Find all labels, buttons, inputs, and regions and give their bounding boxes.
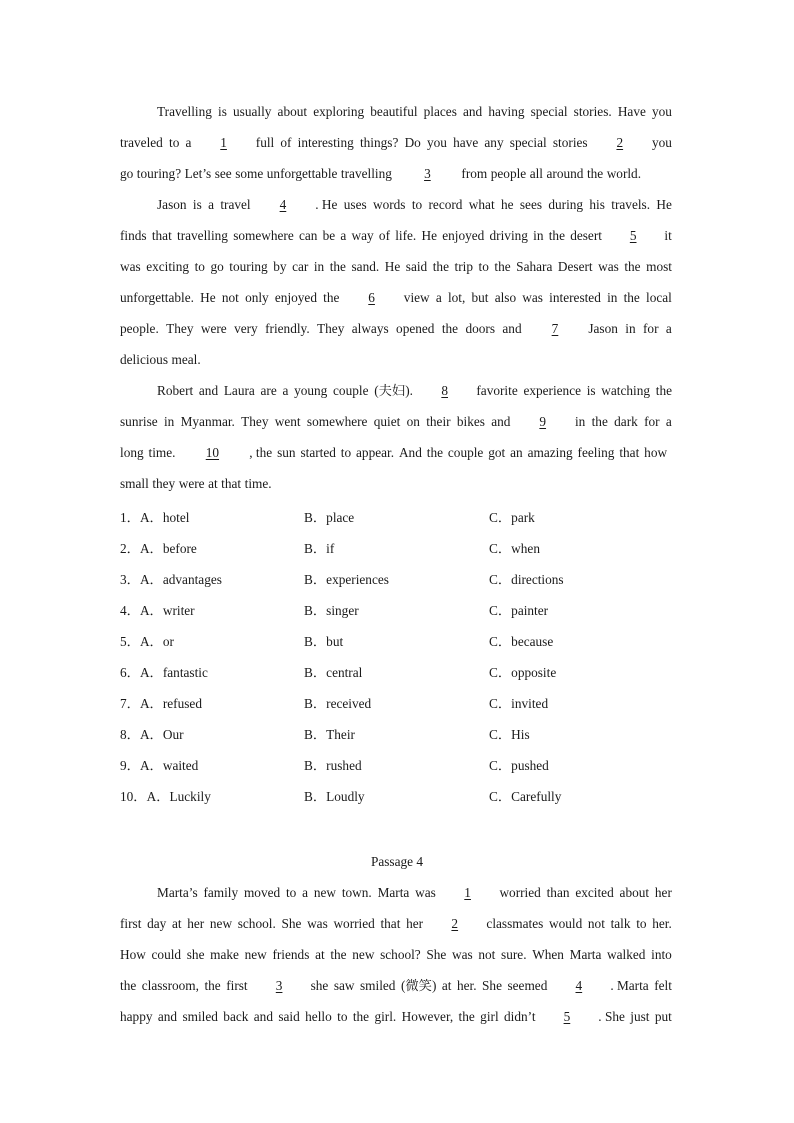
option-row: 10．A．Luckily B．Loudly C．Carefully <box>120 789 562 804</box>
text-line: long time. 10 , the sun started to appear. And the couple got an amazing feeling that how <box>120 437 672 468</box>
text-line: was exciting to go touring by car in the sand. He said the trip to the Sahara Desert was the most <box>120 259 672 274</box>
blank-2: 2 <box>616 135 624 150</box>
blank-8: 8 <box>441 383 448 398</box>
text-line: first day at her new school. She was worried that her 2 classmates would not talk to her. <box>120 908 672 939</box>
option-row: 7．A．refused B．received C．invited <box>120 696 549 711</box>
blank-1: 1 <box>220 135 227 150</box>
option-row: 3．A．advantages B．experiences C．directions <box>120 572 564 587</box>
text-line: traveled to a 1 full of interesting things? Do you have any special stories 2 you <box>120 127 672 158</box>
blank-1: 1 <box>464 885 471 900</box>
blank-5: 5 <box>629 228 637 243</box>
blank-3: 3 <box>424 166 431 181</box>
text-line: How could she make new friends at the new school? She was not sure. When Marta walked into <box>120 947 672 962</box>
option-row: 1．A．hotel B．place C．park <box>120 510 535 525</box>
text-line: unforgettable. He not only enjoyed the 6 view a lot, but also was interested in the local <box>120 282 672 313</box>
blank-4: 4 <box>575 978 583 993</box>
blank-6: 6 <box>368 290 375 305</box>
blank-3: 3 <box>275 978 283 993</box>
answer-options <box>120 502 672 812</box>
text-line: happy and smiled back and said hello to the girl. However, the girl didn’t 5 . She just put <box>120 1001 672 1032</box>
text-line: go touring? Let’s see some unforgettable travelling 3 from people all around the world. <box>120 158 672 189</box>
text-line: the classroom, the first 3 she saw smiled (微笑) at her. She seemed 4 . Marta felt <box>120 970 672 1001</box>
blank-2: 2 <box>451 916 459 931</box>
text-line: delicious meal. <box>120 352 201 367</box>
text-line: Robert and Laura are a young couple (夫妇). 8 favorite experience is watching the <box>120 375 672 406</box>
blank-5: 5 <box>563 1009 571 1024</box>
option-row: 9．A．waited B．rushed C．pushed <box>120 758 549 773</box>
blank-7: 7 <box>551 321 559 336</box>
passage-4-title: Passage 4 <box>370 854 424 869</box>
option-row: 8．A．Our B．Their C．His <box>120 727 530 742</box>
blank-4: 4 <box>279 197 287 212</box>
text-line: Jason is a travel 4 . He uses words to record what he sees during his travels. He <box>120 189 672 220</box>
option-row: 2．A．before B．if C．when <box>120 541 540 556</box>
option-row: 4．A．writer B．singer C．painter <box>120 603 549 618</box>
text-line: finds that travelling somewhere can be a way of life. He enjoyed driving in the desert 5 it <box>120 220 672 251</box>
text-line: sunrise in Myanmar. They went somewhere quiet on their bikes and 9 in the dark for a <box>120 406 672 437</box>
blank-10: 10 <box>205 445 220 460</box>
passage-4-text <box>120 877 672 1032</box>
option-row: 5．A．or B．but C．because <box>120 634 554 649</box>
passage-3-text <box>120 96 672 499</box>
option-row: 6．A．fantastic B．central C．opposite <box>120 665 557 680</box>
blank-9: 9 <box>539 414 547 429</box>
text-line: people. They were very friendly. They always opened the doors and 7 Jason in for a <box>120 313 672 344</box>
text-line: small they were at that time. <box>120 476 272 491</box>
text-line: Marta’s family moved to a new town. Marta was 1 worried than excited about her <box>120 877 672 908</box>
text-line: Travelling is usually about exploring beautiful places and having special stories. Have you <box>157 104 672 119</box>
